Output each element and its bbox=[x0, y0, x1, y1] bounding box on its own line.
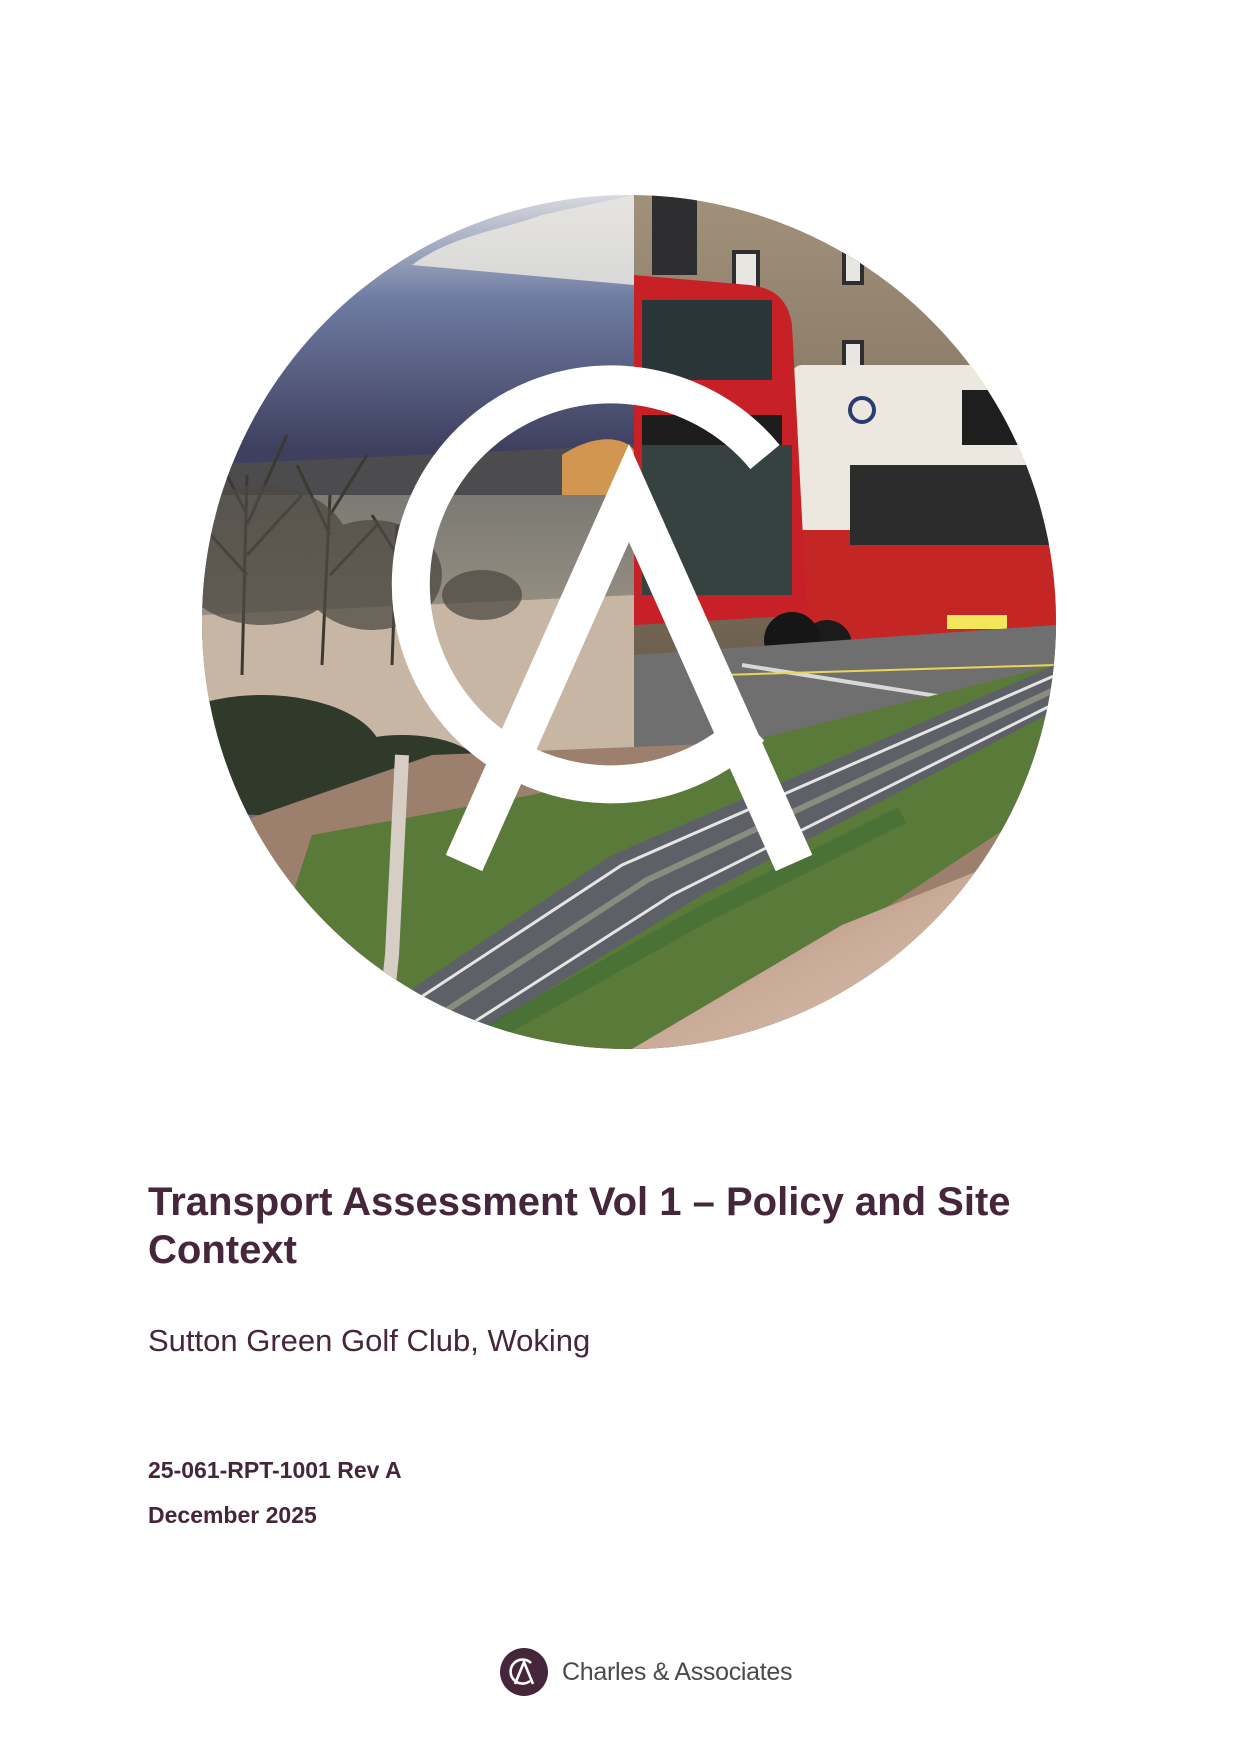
company-logo bbox=[500, 1646, 792, 1698]
company-logo-icon bbox=[500, 1648, 548, 1696]
document-subtitle: Sutton Green Golf Club, Woking bbox=[148, 1323, 591, 1358]
document-date: December 2025 bbox=[148, 1502, 317, 1528]
document-reference: 25-061-RPT-1001 Rev A bbox=[148, 1457, 402, 1483]
company-name: Charles & Associates bbox=[562, 1657, 793, 1686]
cover-photo-collage bbox=[202, 195, 1056, 1049]
document-title: Transport Assessment Vol 1 – Policy and Site Context bbox=[148, 1180, 1011, 1272]
